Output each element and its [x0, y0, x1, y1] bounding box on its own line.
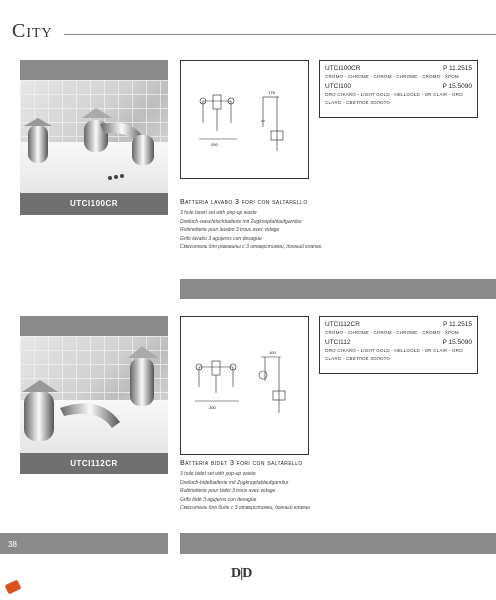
svg-text:100: 100	[269, 350, 276, 355]
desc-line: Grifo bidé 3 agujeros con desagüe	[180, 496, 257, 503]
desc-line: Dreiloch-waschtischbatterie mit Zugknopfablaufgarnitur	[180, 218, 303, 225]
product-description	[180, 199, 480, 252]
desc-line: Robinetterie pour lavabo 3 trous avec vidage	[180, 227, 280, 233]
product-name: Batteria lavabo 3 fori con saltarello	[180, 199, 308, 206]
page-number: 38	[8, 540, 17, 549]
app-icon[interactable]	[5, 580, 22, 595]
photo-caption: UTCI100CR	[20, 193, 168, 215]
variant-finish: ORO CHIARO - LIGHT GOLD - HELLGOLD - OR CLAIR - ORO CLARO - СВЕТЛОЕ ЗОЛОТО	[325, 348, 463, 361]
photo-caption: UTCI112CR	[20, 453, 168, 474]
faucet-illustration	[20, 80, 168, 193]
variant-price: P 15.5090	[442, 83, 472, 90]
desc-line: Смеситель для раковины с 3 отверстиями, донный клапан	[180, 244, 322, 250]
product-name: Batteria bidet 3 fori con saltarello	[180, 460, 303, 467]
section-divider-bar	[180, 279, 496, 299]
variant-finish: ORO CHIARO - LIGHT GOLD - HELLGOLD - OR CLAIR - ORO CLARO - СВЕТЛОЕ ЗОЛОТО	[325, 92, 463, 105]
variant-row	[325, 65, 472, 73]
product-description	[180, 460, 480, 513]
photo-top-bar	[20, 60, 168, 80]
desc-line: 3 hole basin set with pop-up waste	[180, 210, 257, 216]
brand-logo: D|D	[231, 566, 252, 581]
desc-line: Grifo lavabo 3 agujeros con desagüe	[180, 235, 262, 242]
variant-code: UTCI112	[325, 339, 351, 346]
variant-code: UTCI112CR	[325, 321, 360, 328]
faucet-illustration	[20, 336, 168, 453]
footer-bar-right	[180, 533, 496, 554]
photo-top-bar	[20, 316, 168, 336]
desc-line: Dreiloch-bidetbatterie mit Zugknopfablaufgarnitur	[180, 479, 289, 486]
desc-line: Смеситель для биде с 3 отверстиями, донный клапан	[180, 505, 311, 511]
product-photo	[20, 336, 168, 453]
variant-finish: CROMO - CHROME - CHROM - CHROME - CROMO - ХРОМ	[325, 74, 459, 79]
desc-line: Robinetterie pour bidet 3 trous avec vidage	[180, 488, 276, 494]
svg-text:175: 175	[268, 90, 275, 95]
price-box	[319, 316, 478, 374]
variant-price: P 11.2515	[442, 321, 472, 328]
variant-row	[325, 321, 472, 329]
variant-row	[325, 339, 472, 347]
desc-line: 3 hole bidet set with pop-up waste	[180, 471, 256, 477]
footer-bar-left	[0, 533, 168, 554]
variant-price: P 11.2515	[442, 65, 472, 72]
variant-price: P 15.5090	[442, 339, 472, 346]
title-rule	[64, 34, 496, 35]
svg-text:200: 200	[209, 405, 216, 410]
page-title: City	[12, 20, 53, 42]
variant-code: UTCI100CR	[325, 65, 361, 72]
variant-code: UTCI100	[325, 83, 352, 90]
price-box	[319, 60, 478, 118]
variant-finish: CROMO - CHROME - CHROM - CHROME - CROMO - ХРОМ	[325, 330, 459, 335]
svg-text:200: 200	[211, 142, 218, 147]
product-photo	[20, 80, 168, 193]
technical-drawing	[180, 60, 309, 179]
technical-drawing	[180, 316, 309, 455]
variant-row	[325, 83, 472, 91]
